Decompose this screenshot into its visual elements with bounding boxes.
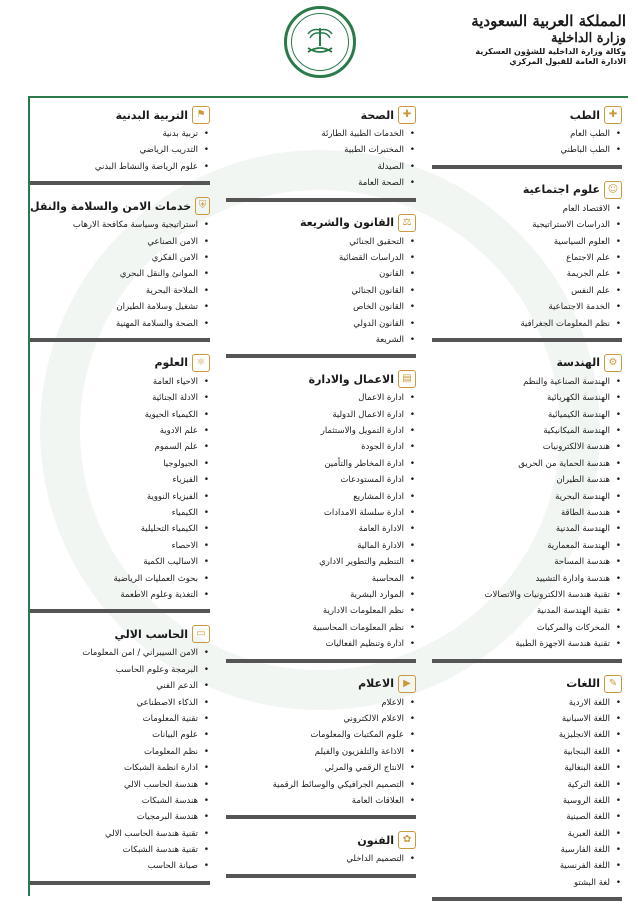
- list-item: • ادارة المستودعات: [226, 472, 416, 488]
- list-item: • الدعم الفني: [30, 678, 210, 694]
- section-title: الهندسة: [556, 356, 600, 370]
- list-item: • تقنية هندسة الالكترونيات والاتصالات: [432, 587, 622, 603]
- section-list: [432, 126, 622, 159]
- media-icon: ▶: [398, 675, 416, 693]
- section-shield: [30, 195, 210, 342]
- list-item: • الاحصاء: [30, 538, 210, 554]
- list-item: • الهندسة الميكانيكية: [432, 423, 622, 439]
- section-divider: [226, 815, 416, 819]
- list-item: • الانتاج الرقمي والمرئي: [226, 760, 416, 776]
- list-item: • علوم الرياضة والنشاط البدني: [30, 159, 210, 175]
- list-item: • الموارد البشرية: [226, 587, 416, 603]
- list-item: • ادارة سلسلة الامدادات: [226, 505, 416, 521]
- list-item: • اللغة البنجابية: [432, 744, 622, 760]
- health-icon: ✚: [398, 106, 416, 124]
- list-item: • هندسة الحماية من الحريق: [432, 456, 622, 472]
- section-divider: [226, 354, 416, 358]
- section-header: [226, 104, 416, 126]
- list-item: • تقنية هندسة الشبكات: [30, 842, 210, 858]
- list-item: • ادارة الاعمال الدولية: [226, 407, 416, 423]
- list-item: • التنظيم والتطوير الاداري: [226, 554, 416, 570]
- list-item: • الطب العام: [432, 126, 622, 142]
- list-item: • الفيزياء النووية: [30, 489, 210, 505]
- agency-name: وكالة وزارة الداخلية للشؤون العسكرية: [475, 47, 626, 56]
- section-list: [30, 217, 210, 332]
- list-item: • القانون: [226, 266, 416, 282]
- section-header: [30, 623, 210, 645]
- section-title: الاعلام: [358, 677, 394, 691]
- computer-icon: ▭: [192, 625, 210, 643]
- list-item: • هندسة المساحة: [432, 554, 622, 570]
- list-item: • الادارة المالية: [226, 538, 416, 554]
- list-item: • علوم البيانات: [30, 727, 210, 743]
- list-item: • ادارة الاعمال: [226, 390, 416, 406]
- list-item: • تقنية الهندسة المدنية: [432, 603, 622, 619]
- section-divider: [30, 881, 210, 885]
- list-item: • نظم المعلومات الادارية: [226, 603, 416, 619]
- list-item: • ادارة المخاطر والتأمين: [226, 456, 416, 472]
- list-item: • علوم المكتبات والمعلومات: [226, 727, 416, 743]
- list-item: • الطب الباطني: [432, 142, 622, 158]
- section-media: [226, 673, 416, 820]
- list-item: • التصميم الداخلي: [226, 851, 416, 867]
- list-item: • هندسة الطيران: [432, 472, 622, 488]
- list-item: • استراتيجية وسياسة مكافحة الارهاب: [30, 217, 210, 233]
- list-item: • علم السموم: [30, 439, 210, 455]
- section-title: اللغات: [566, 677, 600, 691]
- list-item: • المحاسبة: [226, 571, 416, 587]
- list-item: • الموانئ والنقل البحري: [30, 266, 210, 282]
- section-list: [432, 201, 622, 332]
- law-icon: ⚖: [398, 214, 416, 232]
- list-item: • الامن الفكري: [30, 250, 210, 266]
- list-item: • ادارة انظمة الشبكات: [30, 760, 210, 776]
- section-divider: [226, 659, 416, 663]
- list-item: • الجيولوجيا: [30, 456, 210, 472]
- section-arts: [226, 829, 416, 877]
- list-item: • الاذاعة والتلفزيون والفيلم: [226, 744, 416, 760]
- section-title: الحاسب الالي: [114, 627, 188, 641]
- list-item: • اللغة الفارسية: [432, 842, 622, 858]
- section-list: [226, 695, 416, 810]
- section-header: [226, 829, 416, 851]
- list-item: • المختبرات الطبية: [226, 142, 416, 158]
- section-divider: [30, 181, 210, 185]
- section-title: خدمات الامن والسلامة والنقل: [30, 199, 192, 213]
- section-header: [226, 368, 416, 390]
- list-item: • الشريعة: [226, 332, 416, 348]
- column-middle: [226, 104, 416, 888]
- list-item: • المحركات والمركبات: [432, 620, 622, 636]
- list-item: • علم الادوية: [30, 423, 210, 439]
- list-item: • التغذية وعلوم الاطعمة: [30, 587, 210, 603]
- section-divider: [432, 338, 622, 342]
- section-divider: [432, 165, 622, 169]
- list-item: • الامن الصناعي: [30, 234, 210, 250]
- list-item: • البرمجة وعلوم الحاسب: [30, 662, 210, 678]
- list-item: • هندسة الشبكات: [30, 793, 210, 809]
- section-list: [226, 126, 416, 192]
- list-item: • هندسة الحاسب الالي: [30, 777, 210, 793]
- section-sports: [30, 104, 210, 185]
- section-title: العلوم: [154, 356, 188, 370]
- section-atom: [30, 352, 210, 613]
- list-item: • الهندسة الصناعية والنظم: [432, 374, 622, 390]
- list-item: • الهندسة الكيميائية: [432, 407, 622, 423]
- list-item: • ادارة وتنظيم الفعاليات: [226, 636, 416, 652]
- list-item: • التصميم الجرافيكي والوسائط الرقمية: [226, 777, 416, 793]
- list-item: • ادارة الجودة: [226, 439, 416, 455]
- section-title: القانون والشريعة: [300, 216, 394, 230]
- section-title: الصحة: [360, 108, 394, 122]
- list-item: • القانون الخاص: [226, 299, 416, 315]
- section-header: [432, 673, 622, 695]
- list-item: • التحقيق الجنائي: [226, 234, 416, 250]
- ministry-header: [471, 12, 626, 67]
- list-item: • تقنية هندسة الحاسب الالي: [30, 826, 210, 842]
- section-divider: [226, 874, 416, 878]
- list-item: • بحوث العمليات الرياضية: [30, 571, 210, 587]
- section-list: [226, 234, 416, 349]
- shield-icon: ⛨: [195, 197, 210, 215]
- list-item: • الهندسة الكهربائية: [432, 390, 622, 406]
- ministry-name: وزارة الداخلية: [550, 30, 626, 46]
- list-item: • تشغيل وسلامة الطيران: [30, 299, 210, 315]
- list-item: • الاعلام الالكتروني: [226, 711, 416, 727]
- frame-top-line: [30, 96, 628, 98]
- list-item: • الاعلام: [226, 695, 416, 711]
- list-item: • الصحة والسلامة المهنية: [30, 316, 210, 332]
- section-title: الفنون: [357, 833, 394, 847]
- list-item: • الخدمة الاجتماعية: [432, 299, 622, 315]
- section-computer: [30, 623, 210, 884]
- arts-icon: ✿: [398, 831, 416, 849]
- list-item: • ادارة المشاريع: [226, 489, 416, 505]
- section-health: [226, 104, 416, 202]
- section-header: [226, 212, 416, 234]
- list-item: • لغة البشتو: [432, 875, 622, 891]
- section-title: علوم اجتماعية: [522, 183, 600, 197]
- palm-swords-icon: [300, 22, 340, 62]
- list-item: • نظم المعلومات: [30, 744, 210, 760]
- list-item: • اللغة البنغالية: [432, 760, 622, 776]
- section-list: [30, 645, 210, 874]
- section-people: [432, 179, 622, 342]
- list-item: • الخدمات الطبية الطارئة: [226, 126, 416, 142]
- list-item: • الامن السيبراني / امن المعلومات: [30, 645, 210, 661]
- section-title: الطب: [569, 108, 600, 122]
- business-icon: ▤: [398, 370, 416, 388]
- list-item: • الذكاء الاصطناعي: [30, 695, 210, 711]
- list-item: • القانون الدولي: [226, 316, 416, 332]
- section-list: [226, 851, 416, 867]
- stethoscope-icon: ✚: [604, 106, 622, 124]
- list-item: • الادلة الجنائية: [30, 390, 210, 406]
- section-divider: [432, 659, 622, 663]
- list-item: • اللغة الاسبانية: [432, 711, 622, 727]
- list-item: • العلاقات العامة: [226, 793, 416, 809]
- list-item: • الهندسة المعمارية: [432, 538, 622, 554]
- gear-icon: ⚙: [604, 354, 622, 372]
- list-item: • هندسة البرمجيات: [30, 809, 210, 825]
- list-item: • الكيمياء: [30, 505, 210, 521]
- list-item: • الهندسة المدنية: [432, 521, 622, 537]
- section-divider: [226, 198, 416, 202]
- list-item: • هندسة الطاقة: [432, 505, 622, 521]
- section-header: [30, 104, 210, 126]
- section-title: الاعمال والادارة: [308, 372, 394, 386]
- list-item: • العلوم السياسية: [432, 234, 622, 250]
- list-item: • صيانة الحاسب: [30, 858, 210, 874]
- list-item: • الصحة العامة: [226, 175, 416, 191]
- list-item: • الفيزياء: [30, 472, 210, 488]
- list-item: • ادارة التمويل والاستثمار: [226, 423, 416, 439]
- list-item: • نظم المعلومات الجغرافية: [432, 316, 622, 332]
- section-header: [432, 352, 622, 374]
- section-divider: [30, 609, 210, 613]
- section-language: [432, 673, 622, 902]
- section-stethoscope: [432, 104, 622, 169]
- list-item: • علم الجريمة: [432, 266, 622, 282]
- list-item: • هندسة الالكترونيات: [432, 439, 622, 455]
- section-gear: [432, 352, 622, 663]
- list-item: • تربية بدنية: [30, 126, 210, 142]
- admin-name: الادارة العامة للقبول المركزي: [509, 57, 626, 66]
- list-item: • الكيمياء الحيوية: [30, 407, 210, 423]
- section-header: [432, 104, 622, 126]
- section-business: [226, 368, 416, 662]
- section-header: [226, 673, 416, 695]
- list-item: • الهندسة البحرية: [432, 489, 622, 505]
- list-item: • الكيمياء التحليلية: [30, 521, 210, 537]
- section-list: [432, 695, 622, 892]
- column-right: [432, 104, 622, 911]
- list-item: • الصيدلة: [226, 159, 416, 175]
- list-item: • اللغة الفرنسية: [432, 858, 622, 874]
- column-left: [30, 104, 210, 895]
- list-item: • الدراسات القضائية: [226, 250, 416, 266]
- list-item: • الدراسات الاستراتيجية: [432, 217, 622, 233]
- list-item: • الاحياء العامة: [30, 374, 210, 390]
- section-divider: [432, 897, 622, 901]
- kingdom-name: المملكة العربية السعودية: [471, 12, 626, 30]
- list-item: • الاساليب الكمية: [30, 554, 210, 570]
- list-item: • علم النفس: [432, 283, 622, 299]
- section-title: التربية البدنية: [115, 108, 188, 122]
- list-item: • هندسة وادارة التشييد: [432, 571, 622, 587]
- section-list: [226, 390, 416, 652]
- list-item: • علم الاجتماع: [432, 250, 622, 266]
- people-icon: ☺: [604, 181, 622, 199]
- list-item: • اللغة العبرية: [432, 826, 622, 842]
- section-list: [30, 126, 210, 175]
- ministry-emblem: [284, 6, 356, 78]
- list-item: • تقنية هندسة الاجهزة الطبية: [432, 636, 622, 652]
- list-item: • اللغة الانجليزية: [432, 727, 622, 743]
- list-item: • القانون الجنائي: [226, 283, 416, 299]
- list-item: • اللغة الصينية: [432, 809, 622, 825]
- list-item: • اللغة الاردية: [432, 695, 622, 711]
- list-item: • الاقتصاد العام: [432, 201, 622, 217]
- list-item: • اللغة التركية: [432, 777, 622, 793]
- language-icon: ✎: [604, 675, 622, 693]
- section-list: [432, 374, 622, 653]
- sports-icon: ⚑: [192, 106, 210, 124]
- section-header: [432, 179, 622, 201]
- section-list: [30, 374, 210, 603]
- section-header: [30, 195, 210, 217]
- section-law: [226, 212, 416, 359]
- list-item: • نظم المعلومات المحاسبية: [226, 620, 416, 636]
- atom-icon: ⚛: [192, 354, 210, 372]
- section-divider: [30, 338, 210, 342]
- list-item: • الملاحة البحرية: [30, 283, 210, 299]
- list-item: • التدريب الرياضي: [30, 142, 210, 158]
- list-item: • الادارة العامة: [226, 521, 416, 537]
- list-item: • تقنية المعلومات: [30, 711, 210, 727]
- list-item: • اللغة الروسية: [432, 793, 622, 809]
- section-header: [30, 352, 210, 374]
